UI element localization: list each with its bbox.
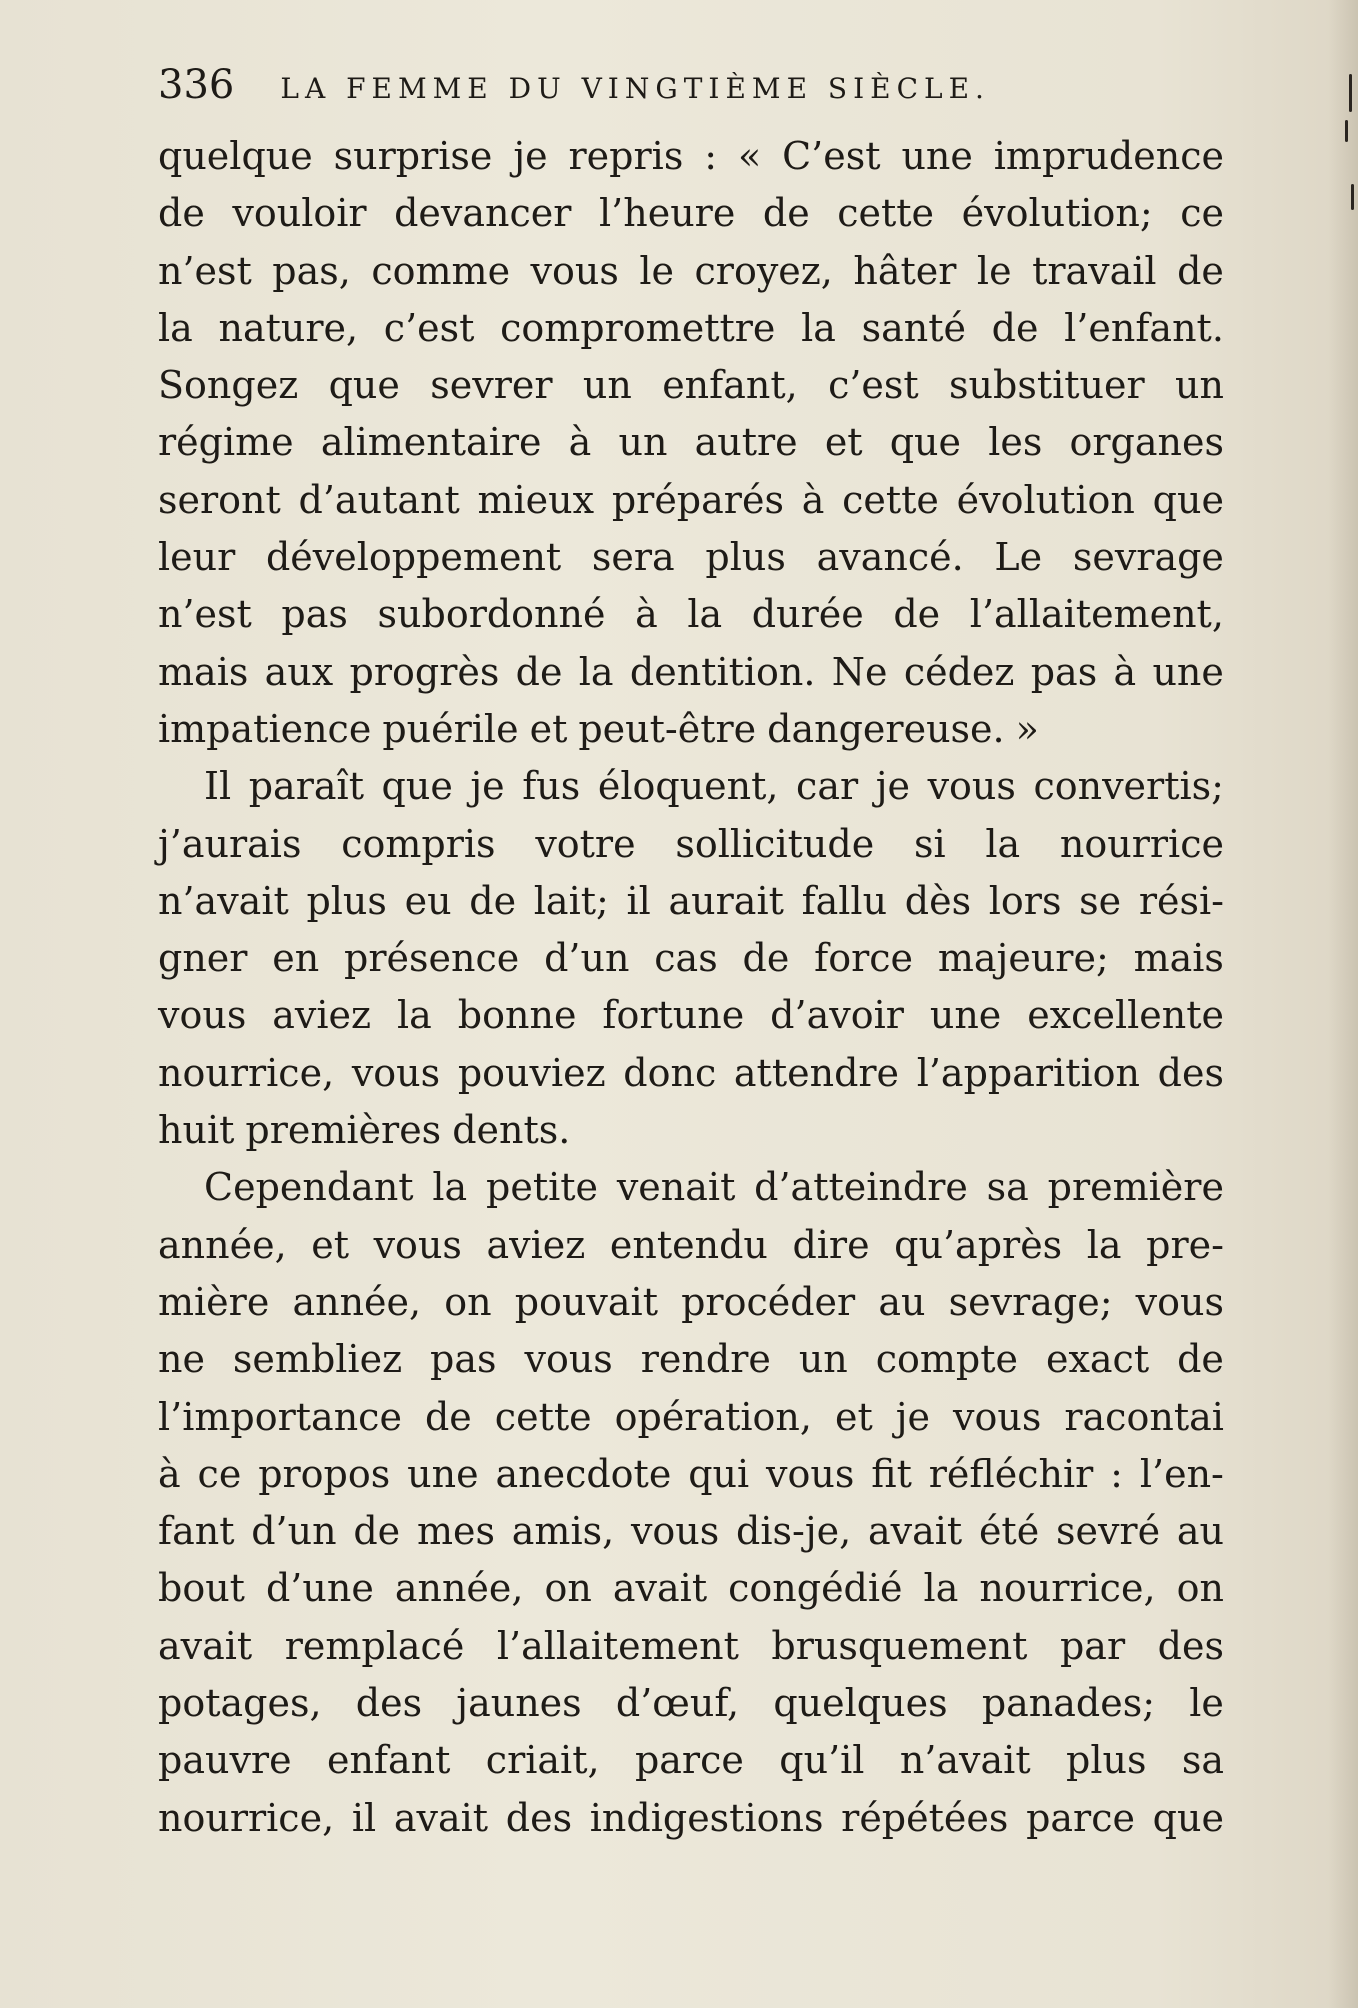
word: vous xyxy=(351,1050,441,1095)
text-line xyxy=(158,987,1224,1044)
page-edge-mark xyxy=(1351,184,1354,210)
word: d’une xyxy=(265,1566,374,1611)
word: attendre xyxy=(733,1050,900,1095)
text-line xyxy=(158,243,1224,300)
text-line xyxy=(158,1503,1224,1560)
word: je xyxy=(513,134,548,178)
text-line xyxy=(158,1159,1224,1216)
word: devancer xyxy=(394,191,572,236)
word: la xyxy=(923,1566,959,1611)
word: un xyxy=(1175,363,1224,408)
word: première xyxy=(1047,1165,1224,1210)
word: n’avait xyxy=(158,878,289,923)
word: que xyxy=(1152,1795,1224,1840)
word: opération, xyxy=(614,1394,812,1439)
word: bonne xyxy=(457,993,577,1038)
word: c’est xyxy=(828,363,919,408)
word: cas xyxy=(654,936,718,981)
word: mais xyxy=(158,649,249,694)
word: de xyxy=(515,649,563,694)
word: fit xyxy=(871,1451,912,1496)
word: mes xyxy=(416,1509,495,1554)
word: quelque xyxy=(158,134,313,178)
word: été xyxy=(978,1509,1040,1554)
word: de xyxy=(762,191,810,236)
word: une xyxy=(407,1451,479,1496)
word: la xyxy=(1086,1222,1122,1267)
text-line xyxy=(158,1102,1224,1159)
word: je xyxy=(470,764,505,809)
word: eu xyxy=(404,878,452,923)
word: un xyxy=(798,1337,848,1382)
word: un xyxy=(618,420,668,465)
word: on xyxy=(444,1279,492,1324)
word: plus xyxy=(705,535,786,580)
word: aviez xyxy=(272,993,372,1038)
word: la xyxy=(801,305,836,350)
page-edge-mark xyxy=(1345,120,1348,142)
word: au xyxy=(878,1279,926,1324)
word: racontai xyxy=(1064,1394,1224,1439)
word: d’un xyxy=(544,936,630,981)
word: la xyxy=(687,592,723,637)
word: vous xyxy=(373,1222,462,1267)
word: car xyxy=(796,764,859,809)
word: la xyxy=(432,1165,468,1210)
word: une xyxy=(1152,649,1224,694)
word: cédez xyxy=(903,649,1015,694)
word: subordonné xyxy=(377,592,606,637)
word: convertis; xyxy=(1033,764,1224,809)
running-title: LA FEMME DU VINGTIÈME SIÈCLE. xyxy=(280,72,990,105)
text-line xyxy=(158,472,1224,529)
word: vous xyxy=(524,1337,613,1382)
word: le xyxy=(1189,1681,1224,1726)
word: lors xyxy=(988,878,1062,923)
word: avait xyxy=(612,1566,708,1611)
word: avait xyxy=(393,1795,489,1840)
text-line xyxy=(158,644,1224,701)
text-line xyxy=(158,1389,1224,1446)
word: c’est xyxy=(383,305,475,350)
text-line xyxy=(158,1618,1224,1675)
word: pas xyxy=(281,592,348,637)
word: premières xyxy=(245,1108,442,1153)
word: lait; xyxy=(533,878,609,923)
word: enfant, xyxy=(662,363,798,408)
word: rendre xyxy=(640,1337,771,1382)
word: sevré xyxy=(1055,1509,1161,1554)
word: vous xyxy=(766,1451,855,1496)
word: force xyxy=(814,936,914,981)
word: anecdote xyxy=(495,1451,672,1496)
word: avait xyxy=(158,1623,253,1668)
word: majeure; xyxy=(937,936,1109,981)
word: sevrage xyxy=(1072,535,1224,580)
word: une xyxy=(901,134,973,178)
word: pouviez xyxy=(457,1050,606,1095)
word: Ne xyxy=(831,649,888,694)
text-line xyxy=(158,414,1224,471)
word: à xyxy=(801,477,825,522)
word: : xyxy=(1110,1451,1123,1496)
word: n’est xyxy=(158,592,252,637)
word: entendu xyxy=(609,1222,768,1267)
word: au xyxy=(1176,1509,1224,1554)
word: je xyxy=(875,764,910,809)
word: avancé. xyxy=(816,535,964,580)
word: qu’après xyxy=(894,1222,1063,1267)
word: le xyxy=(976,248,1012,293)
word: repris xyxy=(568,134,684,178)
word: fallu xyxy=(801,878,888,923)
word: organes xyxy=(1069,420,1224,465)
word: évolution; xyxy=(961,191,1153,236)
word: enfant xyxy=(326,1738,451,1783)
word: peut-être xyxy=(578,706,757,751)
word: sera xyxy=(591,535,675,580)
word: impatience xyxy=(158,706,372,751)
text-line xyxy=(158,1217,1224,1274)
word: parce xyxy=(634,1738,744,1783)
word: si xyxy=(913,821,946,866)
text-line xyxy=(158,1274,1224,1331)
word: l’importance xyxy=(158,1394,402,1439)
word: travail xyxy=(1032,248,1157,293)
word: Cependant xyxy=(204,1165,414,1210)
word: d’avoir xyxy=(770,993,904,1038)
word: sembliez xyxy=(232,1337,403,1382)
word: qui xyxy=(688,1451,750,1496)
word: nourrice, xyxy=(158,1795,335,1840)
word: j’aurais xyxy=(158,821,302,866)
word: : xyxy=(704,134,718,178)
word: exact xyxy=(1045,1337,1150,1382)
word: fant xyxy=(158,1509,235,1554)
page-number: 336 xyxy=(158,62,235,108)
word: quelques xyxy=(773,1681,948,1726)
word: de xyxy=(742,936,790,981)
word: mais xyxy=(1133,936,1224,981)
word: développement xyxy=(265,535,562,580)
word: dis-je, xyxy=(736,1509,852,1554)
text-line xyxy=(158,1790,1224,1847)
word: dès xyxy=(904,878,972,923)
word: sa xyxy=(986,1165,1029,1210)
word: nourrice, xyxy=(158,1050,335,1095)
word: plus xyxy=(306,878,387,923)
word: ce xyxy=(197,1451,242,1496)
word: sollicitude xyxy=(675,821,875,866)
word: pas, xyxy=(272,248,351,293)
word: brusquement xyxy=(771,1623,1028,1668)
word: de xyxy=(1177,1337,1224,1382)
text-line xyxy=(158,1331,1224,1388)
word: criait, xyxy=(485,1738,600,1783)
word: la xyxy=(397,993,432,1038)
word: répétées xyxy=(841,1795,1009,1840)
word: gner xyxy=(158,936,248,981)
word: aviez xyxy=(486,1222,586,1267)
word: cette xyxy=(842,477,939,522)
text-line xyxy=(158,128,1224,185)
word: santé xyxy=(861,305,966,350)
word: ce xyxy=(1180,191,1224,236)
word: de xyxy=(158,191,205,236)
word: bout xyxy=(158,1566,245,1611)
word: et xyxy=(834,1394,873,1439)
word: il xyxy=(626,878,651,923)
running-head xyxy=(158,62,1228,114)
word: vouloir xyxy=(232,191,367,236)
word: la xyxy=(158,305,193,350)
word: vous xyxy=(927,764,1016,809)
word: seront xyxy=(158,477,281,522)
word: « xyxy=(737,134,762,178)
word: n’est xyxy=(158,248,252,293)
word: nature, xyxy=(218,305,359,350)
word: panades; xyxy=(981,1681,1156,1726)
word: nourrice, xyxy=(979,1566,1156,1611)
word: à xyxy=(568,420,592,465)
word: substituer xyxy=(949,363,1145,408)
text-line xyxy=(158,758,1224,815)
word: l’en- xyxy=(1139,1451,1224,1496)
text-line xyxy=(158,529,1224,586)
word: durée xyxy=(751,592,864,637)
word: réfléchir xyxy=(928,1451,1094,1496)
word: Songez xyxy=(158,363,299,408)
word: l’heure xyxy=(599,191,736,236)
word: leur xyxy=(158,535,236,580)
word: de xyxy=(1177,248,1224,293)
word: à xyxy=(635,592,658,637)
word: ne xyxy=(158,1337,205,1382)
word: et xyxy=(824,420,863,465)
text-line xyxy=(158,357,1224,414)
word: sa xyxy=(1181,1738,1224,1783)
word: on xyxy=(1176,1566,1224,1611)
word: à xyxy=(158,1451,181,1496)
word: potages, xyxy=(158,1681,322,1726)
word: votre xyxy=(535,821,636,866)
word: année, xyxy=(394,1566,524,1611)
word: de xyxy=(469,878,517,923)
word: des xyxy=(1157,1050,1224,1095)
word: d’atteindre xyxy=(754,1165,968,1210)
word: avait xyxy=(867,1509,963,1554)
word: aurait xyxy=(668,878,784,923)
page-edge-shadow xyxy=(1328,0,1358,2008)
word: les xyxy=(988,420,1043,465)
word: l’allaitement, xyxy=(969,592,1224,637)
word: la xyxy=(578,649,614,694)
text-line xyxy=(158,816,1224,873)
word: de xyxy=(353,1509,401,1554)
word: rési- xyxy=(1138,878,1224,923)
word: la xyxy=(985,821,1021,866)
text-line xyxy=(158,1732,1224,1789)
word: que xyxy=(328,363,400,408)
word: des xyxy=(1157,1623,1224,1668)
word: d’un xyxy=(251,1509,337,1554)
word: hâter xyxy=(853,248,957,293)
word: à xyxy=(1113,649,1137,694)
word: préparés xyxy=(611,477,784,522)
word: éloquent, xyxy=(597,764,779,809)
word: année, xyxy=(158,1222,287,1267)
word: progrès xyxy=(349,649,500,694)
word: alimentaire xyxy=(320,420,542,465)
word: sevrer xyxy=(430,363,553,408)
word: par xyxy=(1059,1623,1126,1668)
word: puérile xyxy=(382,706,519,751)
word: des xyxy=(355,1681,423,1726)
word: croyez, xyxy=(694,248,833,293)
word: dire xyxy=(792,1222,870,1267)
word: imprudence xyxy=(993,134,1224,178)
word: année, xyxy=(292,1279,422,1324)
word: régime xyxy=(158,420,294,465)
word: fus xyxy=(522,764,581,809)
word: pre- xyxy=(1146,1222,1224,1267)
word: que xyxy=(1152,477,1224,522)
word: amis, xyxy=(511,1509,615,1554)
text-line xyxy=(158,1560,1224,1617)
word: parce xyxy=(1026,1795,1135,1840)
word: remplacé xyxy=(284,1623,465,1668)
word: » xyxy=(1015,706,1039,751)
word: le xyxy=(639,248,675,293)
word: C’est xyxy=(782,134,881,178)
word: propos xyxy=(258,1451,391,1496)
word: indigestions xyxy=(589,1795,824,1840)
word: procéder xyxy=(681,1279,856,1324)
text-line xyxy=(158,1045,1224,1102)
word: vous xyxy=(1135,1279,1224,1324)
word: de xyxy=(424,1394,472,1439)
word: congédié xyxy=(728,1566,903,1611)
text-line xyxy=(158,300,1224,357)
word: de xyxy=(893,592,941,637)
word: Il xyxy=(204,764,232,809)
word: l’apparition xyxy=(916,1050,1140,1095)
word: je xyxy=(895,1394,931,1439)
word: vous xyxy=(953,1394,1042,1439)
word: cette xyxy=(494,1394,592,1439)
word: excellente xyxy=(1027,993,1224,1038)
word: comme xyxy=(371,248,511,293)
word: d’autant xyxy=(298,477,460,522)
word: d’œuf, xyxy=(615,1681,740,1726)
word: il xyxy=(351,1795,377,1840)
word: des xyxy=(505,1795,573,1840)
text-line xyxy=(158,930,1224,987)
word: sevrage; xyxy=(948,1279,1113,1324)
word: fortune xyxy=(602,993,745,1038)
word: se xyxy=(1079,878,1122,923)
word: que xyxy=(381,764,453,809)
word: plus xyxy=(1066,1738,1147,1783)
word: qu’il xyxy=(779,1738,865,1783)
word: cette xyxy=(837,191,935,236)
word: venait xyxy=(616,1165,736,1210)
text-line xyxy=(158,586,1224,643)
word: vous xyxy=(630,1509,720,1554)
word: compromettre xyxy=(500,305,776,350)
word: en xyxy=(272,936,320,981)
word: dentition. xyxy=(629,649,816,694)
word: surprise xyxy=(333,134,493,178)
text-line xyxy=(158,1446,1224,1503)
word: et xyxy=(529,706,568,751)
word: petite xyxy=(486,1165,599,1210)
text-line xyxy=(158,873,1224,930)
word: Le xyxy=(994,535,1043,580)
word: l’allaitement xyxy=(496,1623,739,1668)
word: jaunes xyxy=(456,1681,582,1726)
word: donc xyxy=(623,1050,717,1095)
word: aux xyxy=(264,649,334,694)
word: pauvre xyxy=(158,1738,292,1783)
word: un xyxy=(582,363,632,408)
body-text xyxy=(158,128,1224,1847)
word: une xyxy=(929,993,1002,1038)
word: compte xyxy=(875,1337,1019,1382)
word: pas xyxy=(430,1337,497,1382)
word: pouvait xyxy=(514,1279,658,1324)
word: l’enfant. xyxy=(1064,305,1224,350)
word: dents. xyxy=(452,1108,571,1153)
text-line xyxy=(158,701,1224,758)
word: n’avait xyxy=(899,1738,1031,1783)
text-line xyxy=(158,1675,1224,1732)
word: on xyxy=(544,1566,592,1611)
word: paraît xyxy=(248,764,364,809)
word: de xyxy=(991,305,1039,350)
word: que xyxy=(889,420,962,465)
word: pas xyxy=(1030,649,1098,694)
word: autre xyxy=(694,420,798,465)
word: et xyxy=(311,1222,350,1267)
word: mieux xyxy=(477,477,595,522)
word: dangereuse. xyxy=(767,706,1005,751)
word: huit xyxy=(158,1108,235,1153)
page-edge-mark xyxy=(1349,74,1352,112)
text-line xyxy=(158,185,1224,242)
word: vous xyxy=(158,993,247,1038)
word: compris xyxy=(341,821,496,866)
word: vous xyxy=(530,248,619,293)
word: présence xyxy=(344,936,520,981)
word: nourrice xyxy=(1059,821,1224,866)
word: évolution xyxy=(956,477,1135,522)
word: mière xyxy=(158,1279,270,1324)
